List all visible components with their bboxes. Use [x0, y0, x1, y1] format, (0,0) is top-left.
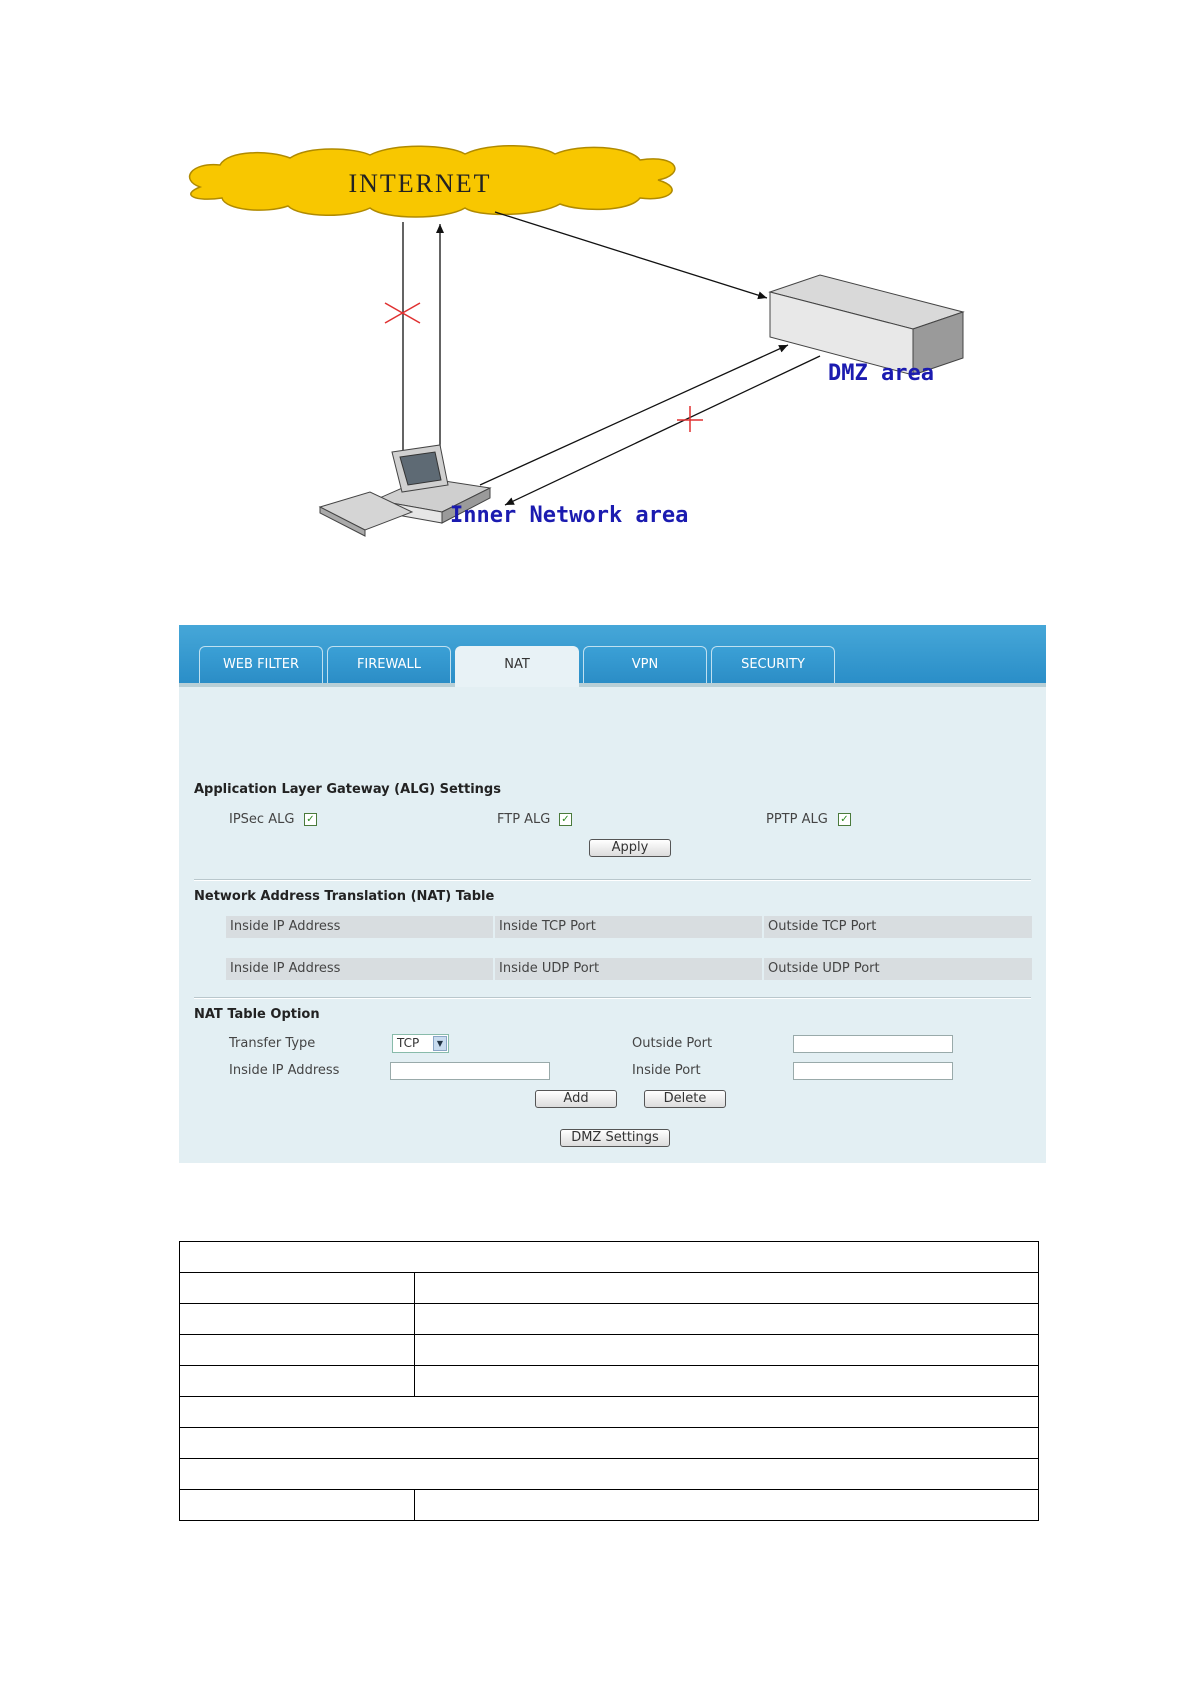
ftp-alg-label: FTP ALG: [497, 812, 551, 827]
nat-settings-panel: [179, 625, 1046, 1163]
dmz-server-icon: [770, 275, 963, 375]
table-row: [180, 1459, 1039, 1490]
outside-port-input[interactable]: [793, 1035, 953, 1053]
table-row: [180, 1428, 1039, 1459]
table-row: [180, 1335, 1039, 1366]
table-row: [180, 1304, 1039, 1335]
table-cell: [180, 1490, 415, 1521]
table-cell: [180, 1335, 415, 1366]
outside-port-label: Outside Port: [632, 1036, 713, 1051]
inner-to-dmz-arrow: [480, 345, 788, 485]
table-row: [180, 1397, 1039, 1428]
divider: [194, 997, 1031, 999]
table-cell: [180, 1366, 415, 1397]
add-button[interactable]: Add: [535, 1090, 617, 1108]
inside-ip-label: Inside IP Address: [229, 1063, 340, 1078]
pptp-alg-checkbox[interactable]: ✓: [838, 813, 851, 826]
inside-port-label: Inside Port: [632, 1063, 701, 1078]
ftp-alg-checkbox[interactable]: ✓: [559, 813, 572, 826]
delete-button[interactable]: Delete: [644, 1090, 726, 1108]
tab-security[interactable]: SECURITY: [711, 646, 835, 683]
table-cell: [415, 1490, 1039, 1521]
udp-header-outside-port: Outside UDP Port: [764, 958, 1032, 980]
inside-ip-input[interactable]: [390, 1062, 550, 1080]
tab-vpn[interactable]: VPN: [583, 646, 707, 683]
transfer-type-value: TCP: [397, 1036, 420, 1050]
transfer-type-label: Transfer Type: [229, 1036, 316, 1051]
tab-bar: [179, 625, 1046, 687]
udp-header-inside-ip: Inside IP Address: [226, 958, 493, 980]
udp-header-inside-port: Inside UDP Port: [495, 958, 762, 980]
table-cell: [180, 1242, 1039, 1273]
transfer-type-select[interactable]: [392, 1034, 449, 1053]
table-cell: [415, 1335, 1039, 1366]
table-cell: [415, 1366, 1039, 1397]
table-row: [180, 1273, 1039, 1304]
blocked-plus-icon: [677, 406, 703, 432]
table-cell: [180, 1304, 415, 1335]
nat-table-title: Network Address Translation (NAT) Table: [194, 889, 495, 904]
inner-network-label: Inner Network area: [450, 503, 689, 528]
internet-label: INTERNET: [348, 169, 492, 198]
internet-to-dmz-arrow: [495, 212, 767, 298]
tcp-header-inside-port: Inside TCP Port: [495, 916, 762, 938]
internet-cloud: [190, 146, 675, 217]
apply-button[interactable]: Apply: [589, 839, 671, 857]
pptp-alg-label: PPTP ALG: [766, 812, 828, 827]
alg-section-title: Application Layer Gateway (ALG) Settings: [194, 782, 501, 797]
dmz-label: DMZ area: [828, 361, 934, 386]
chevron-down-icon[interactable]: ▼: [433, 1036, 447, 1051]
tab-firewall[interactable]: FIREWALL: [327, 646, 451, 683]
network-diagram: [180, 140, 980, 580]
nat-option-title: NAT Table Option: [194, 1007, 320, 1022]
table-cell: [180, 1397, 1039, 1428]
parameter-table: [179, 1241, 1039, 1521]
dmz-settings-button[interactable]: DMZ Settings: [560, 1129, 670, 1147]
tab-web-filter[interactable]: WEB FILTER: [199, 646, 323, 683]
table-cell: [180, 1428, 1039, 1459]
tcp-header-inside-ip: Inside IP Address: [226, 916, 493, 938]
inside-port-input[interactable]: [793, 1062, 953, 1080]
divider: [194, 879, 1031, 881]
dmz-to-inner-arrow: [505, 356, 820, 505]
table-row: [180, 1490, 1039, 1521]
table-cell: [415, 1304, 1039, 1335]
table-cell: [180, 1273, 415, 1304]
ipsec-alg-label: IPSec ALG: [229, 812, 295, 827]
table-cell: [180, 1459, 1039, 1490]
table-cell: [415, 1273, 1039, 1304]
tab-nat[interactable]: NAT: [455, 646, 579, 687]
ipsec-alg-checkbox[interactable]: ✓: [304, 813, 317, 826]
tcp-header-outside-port: Outside TCP Port: [764, 916, 1032, 938]
table-row: [180, 1242, 1039, 1273]
table-row: [180, 1366, 1039, 1397]
